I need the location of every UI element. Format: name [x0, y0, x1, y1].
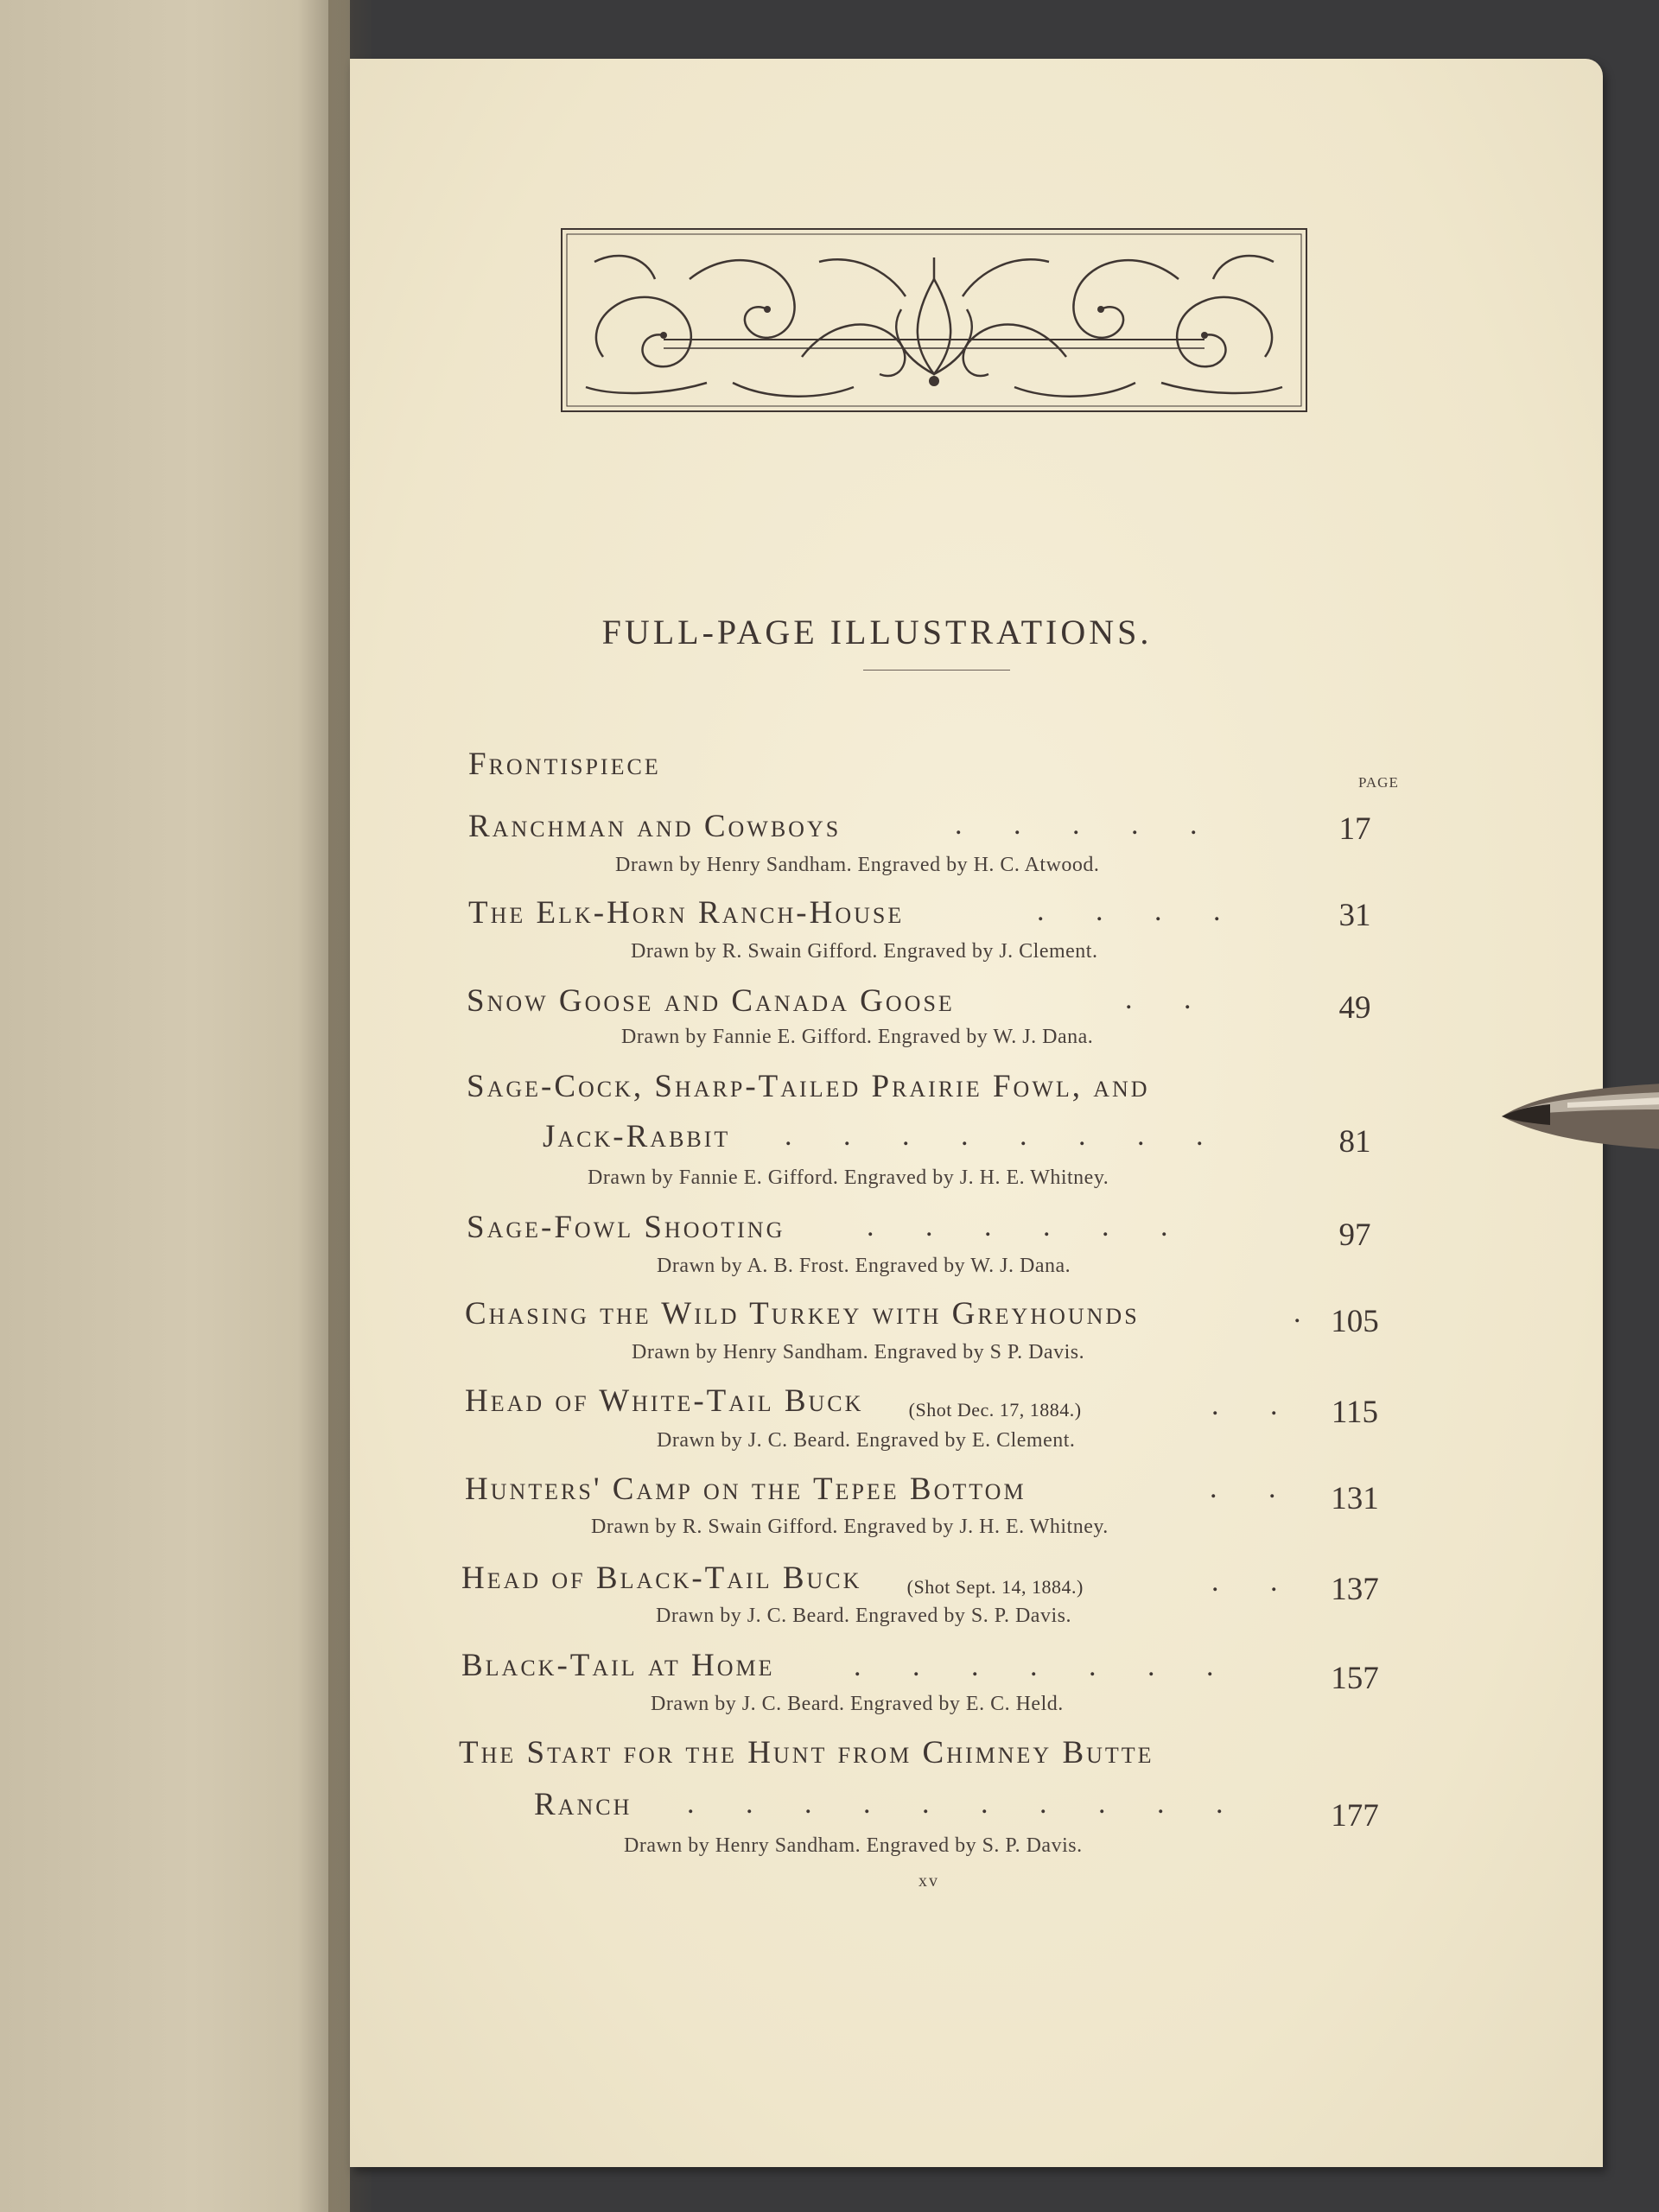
entry-title-text: Head of Black-Tail Buck [461, 1560, 862, 1596]
leader-dots: . . [1211, 1389, 1278, 1421]
entry-credit: Drawn by R. Swain Gifford. Engraved by J. Clement. [631, 940, 1098, 963]
leader-dots: . . . . . [955, 809, 1198, 841]
entry-title: The Start for the Hunt from Chimney Butte [459, 1735, 1154, 1770]
entry-page-number: 105 [1331, 1304, 1379, 1339]
entry-title: Chasing the Wild Turkey with Greyhounds [465, 1296, 1140, 1332]
entry-page-number: 157 [1331, 1661, 1379, 1696]
page-title: FULL-PAGE ILLUSTRATIONS. [601, 613, 1153, 652]
entry-page-number: 137 [1331, 1572, 1379, 1607]
leader-dots: . [1294, 1297, 1301, 1329]
leader-dots: . . [1210, 1472, 1276, 1504]
entry-page-number: 97 [1338, 1217, 1371, 1253]
entry-title-continuation: Jack-Rabbit [543, 1119, 731, 1154]
title-rule [863, 670, 1010, 671]
entry-page-number: 115 [1331, 1395, 1379, 1430]
leader-dots: . . . . . . . [854, 1650, 1214, 1682]
entry-credit: Drawn by J. C. Beard. Engraved by E. Clement. [657, 1429, 1076, 1452]
entry-title [461, 1560, 1084, 1599]
entry-page-number: 131 [1331, 1481, 1379, 1516]
entry-credit: Drawn by J. C. Beard. Engraved by S. P. Davis. [656, 1605, 1071, 1627]
left-page [0, 0, 350, 2212]
entry-title-continuation: Ranch [534, 1787, 632, 1822]
entry-credit: Drawn by Fannie E. Gifford. Engraved by J. H. E. Whitney. [588, 1166, 1109, 1189]
entry-title: Snow Goose and Canada Goose [467, 983, 955, 1019]
book-page [350, 59, 1603, 2167]
entry-title: Sage-Cock, Sharp-Tailed Prairie Fowl, and [467, 1069, 1150, 1104]
entry-credit: Drawn by Henry Sandham. Engraved by S P. Davis. [632, 1341, 1085, 1363]
leader-dots: . . . . . . [867, 1211, 1168, 1243]
entry-title: Frontispiece [468, 747, 661, 782]
leader-dots: . . [1125, 983, 1192, 1015]
leader-dots: . . [1211, 1566, 1278, 1598]
entry-title [465, 1382, 1082, 1421]
entry-note: (Shot Sept. 14, 1884.) [906, 1576, 1084, 1598]
entry-credit: Drawn by R. Swain Gifford. Engraved by J. H. E. Whitney. [591, 1516, 1109, 1538]
leader-dots: . . . . . . . . [785, 1120, 1204, 1152]
ornament-headpiece [560, 227, 1308, 413]
entry-title: Black-Tail at Home [461, 1648, 775, 1683]
entry-page-number: 177 [1331, 1798, 1379, 1834]
leader-dots: . . . . . . . . . . [687, 1788, 1224, 1820]
entry-page-number: 81 [1338, 1124, 1371, 1160]
entry-title: Ranchman and Cowboys [468, 809, 842, 844]
entry-credit: Drawn by Henry Sandham. Engraved by H. C. Atwood. [615, 854, 1100, 876]
entry-page-number: 49 [1338, 990, 1371, 1026]
pencil-tip [1498, 1071, 1659, 1158]
entry-credit: Drawn by Fannie E. Gifford. Engraved by W. J. Dana. [621, 1026, 1094, 1048]
leader-dots: . . . . [1037, 895, 1221, 927]
entry-credit: Drawn by J. C. Beard. Engraved by E. C. Held. [651, 1693, 1064, 1715]
entry-page-number: 31 [1338, 898, 1371, 933]
entry-credit: Drawn by A. B. Frost. Engraved by W. J. Dana. [657, 1255, 1071, 1277]
page-folio: xv [918, 1872, 939, 1891]
entry-credit: Drawn by Henry Sandham. Engraved by S. P. Davis. [624, 1834, 1083, 1857]
entry-title: The Elk-Horn Ranch-House [468, 895, 905, 931]
page-column-label: PAGE [1358, 774, 1399, 791]
entry-title-text: Head of White-Tail Buck [465, 1383, 864, 1419]
entry-page-number: 17 [1338, 811, 1371, 847]
entry-title: Hunters' Camp on the Tepee Bottom [465, 1471, 1027, 1507]
entry-note: (Shot Dec. 17, 1884.) [908, 1399, 1082, 1421]
entry-title: Sage-Fowl Shooting [467, 1210, 785, 1245]
